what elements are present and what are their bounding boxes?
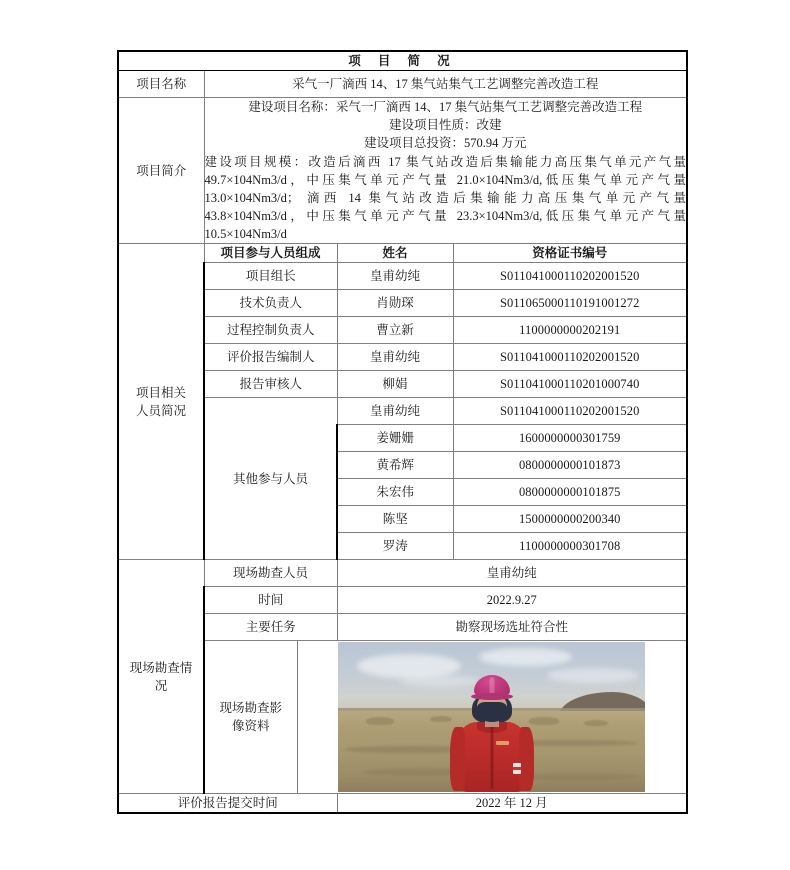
table-row <box>118 290 687 317</box>
worker-chest-logo <box>496 741 509 745</box>
worker-face-mask <box>477 702 507 722</box>
site-survey-photo <box>338 642 645 792</box>
intro-line-2: 建设项目性质：改建 <box>388 118 502 133</box>
project-intro-value <box>204 98 687 244</box>
table-row-survey-time <box>118 587 687 614</box>
submission-value: 2022 年 12 月 <box>337 794 687 814</box>
worker-hard-hat-brim <box>471 693 513 700</box>
surveyor-value: 皇甫幼纯 <box>337 560 687 587</box>
table-row-survey-surveyor <box>118 560 687 587</box>
personnel-role: 过程控制负责人 <box>204 317 337 344</box>
personnel-name: 曹立新 <box>337 317 453 344</box>
survey-label-line-2: 况 <box>154 678 168 693</box>
personnel-name: 黄希辉 <box>337 452 453 479</box>
table-row <box>118 317 687 344</box>
worker-hard-hat-ridge <box>489 677 494 694</box>
photo-cloud <box>547 668 639 683</box>
personnel-cert: S011041000110202001520 <box>453 398 687 425</box>
table-row-project-name <box>118 71 687 98</box>
personnel-cert: 0800000000101873 <box>453 452 687 479</box>
survey-time-label: 时间 <box>204 587 337 614</box>
surveyor-label: 现场勘查人员 <box>204 560 337 587</box>
worker-right-arm <box>519 727 534 791</box>
personnel-cert: S011041000110202001520 <box>453 344 687 371</box>
project-intro-label: 项目简介 <box>118 98 204 244</box>
personnel-label-line-2: 人员简况 <box>135 403 186 418</box>
photo-scrub <box>584 720 609 726</box>
table-row-survey-task <box>118 614 687 641</box>
personnel-cert: 1500000000200340 <box>453 506 687 533</box>
survey-task-label: 主要任务 <box>204 614 337 641</box>
intro-line-3: 建设项目总投资：570.94 万元 <box>363 136 527 151</box>
personnel-name: 柳娟 <box>337 371 453 398</box>
intro-line-1: 建设项目名称：采气一厂滴西 14、17 集气站集气工艺调整完善改造工程 <box>248 100 643 115</box>
personnel-name: 皇甫幼纯 <box>337 398 453 425</box>
personnel-name: 朱宏伟 <box>337 479 453 506</box>
table-row <box>118 371 687 398</box>
survey-time-value: 2022.9.27 <box>337 587 687 614</box>
personnel-role: 报告审核人 <box>204 371 337 398</box>
photo-scrub <box>430 716 451 722</box>
personnel-cert: S011041000110202001520 <box>453 263 687 290</box>
personnel-cert: S011065000110191001272 <box>453 290 687 317</box>
worker-arm-patch <box>513 763 521 774</box>
personnel-section-label <box>118 244 204 560</box>
table-row <box>118 344 687 371</box>
personnel-role: 技术负责人 <box>204 290 337 317</box>
survey-section-label <box>118 560 204 794</box>
survey-photo-label-line-1: 现场勘查影 <box>219 701 282 716</box>
table-row-personnel-header <box>118 244 687 263</box>
survey-label-line-1: 现场勘查情 <box>129 660 193 675</box>
personnel-label-line-1: 项目相关 <box>135 385 186 400</box>
table-row-survey-photo <box>118 641 687 794</box>
personnel-cert: 1600000000301759 <box>453 425 687 452</box>
personnel-name: 陈坚 <box>337 506 453 533</box>
photo-scrub <box>366 717 394 725</box>
personnel-cert: 1100000000301708 <box>453 533 687 560</box>
submission-label: 评价报告提交时间 <box>118 794 337 814</box>
column-header-role: 项目参与人员组成 <box>204 244 337 263</box>
intro-line-4b: 49.7×104Nm3/d，中压集气单元产气量 21.0×104Nm3/d,低压集气单元产气量 <box>204 172 686 187</box>
table-row <box>118 398 687 425</box>
column-header-cert: 资格证书编号 <box>453 244 687 263</box>
worker-left-arm <box>450 727 465 791</box>
table-row-project-intro <box>118 98 687 244</box>
intro-line-4c: 13.0×104Nm3/d； 滴西 14 集气站改造后集输能力高压集气单元产气量 <box>204 190 686 205</box>
personnel-cert: 0800000000101875 <box>453 479 687 506</box>
project-name-label: 项目名称 <box>118 71 204 98</box>
personnel-name: 皇甫幼纯 <box>337 344 453 371</box>
table-row-submission <box>118 794 687 814</box>
personnel-name: 皇甫幼纯 <box>337 263 453 290</box>
intro-line-4e: 10.5×104Nm3/d <box>204 227 287 241</box>
survey-photo-label <box>204 641 297 794</box>
personnel-name: 姜姗姗 <box>337 425 453 452</box>
project-overview-table <box>117 50 688 814</box>
personnel-name: 罗涛 <box>337 533 453 560</box>
column-header-name: 姓名 <box>337 244 453 263</box>
table-row-title <box>118 51 687 71</box>
photo-worker-figure <box>450 675 534 792</box>
page-title: 项 目 简 况 <box>118 51 687 71</box>
survey-task-value: 勘察现场选址符合性 <box>337 614 687 641</box>
project-name-value: 采气一厂滴西 14、17 集气站集气工艺调整完善改造工程 <box>204 71 687 98</box>
personnel-role: 评价报告编制人 <box>204 344 337 371</box>
personnel-cert: 1100000000202191 <box>453 317 687 344</box>
worker-placket <box>490 727 493 789</box>
table-row <box>118 263 687 290</box>
personnel-cert: S011041000110201000740 <box>453 371 687 398</box>
intro-line-4a: 建设项目规模：改造后滴西 17 集气站改造后集输能力高压集气单元产气量 <box>204 154 686 169</box>
other-personnel-label: 其他参与人员 <box>204 398 337 560</box>
personnel-role: 项目组长 <box>204 263 337 290</box>
intro-line-4d: 43.8×104Nm3/d，中压集气单元产气量 23.3×104Nm3/d,低压集气单元产气量 <box>204 208 686 223</box>
survey-photo-label-line-2: 像资料 <box>231 719 270 734</box>
personnel-name: 肖勋琛 <box>337 290 453 317</box>
survey-photo-cell <box>297 641 687 794</box>
